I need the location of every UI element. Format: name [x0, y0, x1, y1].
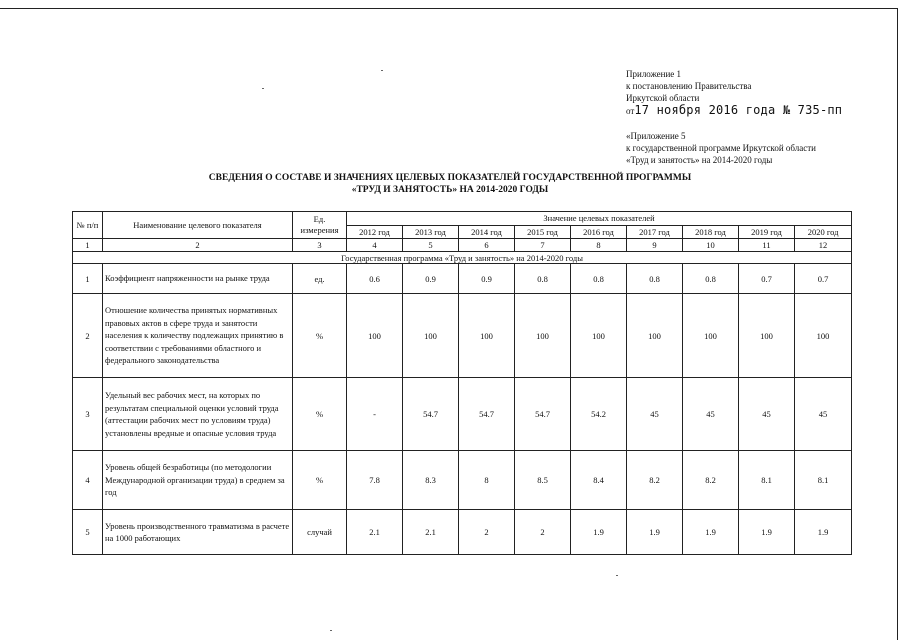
- indicator-unit: случай: [293, 510, 347, 555]
- indicator-value: 0.7: [795, 264, 852, 294]
- indicator-value: 100: [739, 294, 795, 378]
- column-number: 4: [347, 239, 403, 252]
- indicator-value: 1.9: [739, 510, 795, 555]
- indicator-value: 45: [627, 378, 683, 451]
- document-title: [150, 172, 750, 196]
- header-values: Значение целевых показателей: [347, 212, 852, 226]
- indicator-name: Уровень производственного травматизма в расчете на 1000 работающих: [103, 510, 293, 555]
- indicator-value: -: [347, 378, 403, 451]
- appendix-date: [626, 104, 842, 117]
- column-number: 7: [515, 239, 571, 252]
- appendix-5-block: [626, 130, 816, 166]
- indicator-value: 0.8: [515, 264, 571, 294]
- indicator-value: 8.2: [683, 451, 739, 510]
- indicator-value: 100: [627, 294, 683, 378]
- table-row: [73, 510, 852, 555]
- appendix-5-line-1: «Приложение 5: [626, 131, 686, 141]
- indicator-value: 100: [571, 294, 627, 378]
- header-year: 2019 год: [739, 226, 795, 239]
- indicators-table: [72, 211, 852, 555]
- header-row-1: [73, 212, 852, 226]
- indicator-value: 54.7: [403, 378, 459, 451]
- indicator-value: 1.9: [571, 510, 627, 555]
- column-number: 5: [403, 239, 459, 252]
- indicator-value: 100: [795, 294, 852, 378]
- header-year: 2017 год: [627, 226, 683, 239]
- header-year: 2020 год: [795, 226, 852, 239]
- indicator-name: Удельный вес рабочих мест, на которых по результатам специальной оценки условий труда (аттестации рабочих мест по условиям труда) установлены вредные и опасные условия труда: [103, 378, 293, 451]
- indicator-value: 2.1: [403, 510, 459, 555]
- table-row: [73, 378, 852, 451]
- indicator-value: 8.3: [403, 451, 459, 510]
- page-border-top: [0, 8, 898, 9]
- appendix-block: [626, 68, 842, 117]
- indicator-value: 0.7: [739, 264, 795, 294]
- indicator-value: 0.9: [403, 264, 459, 294]
- indicator-value: 1.9: [795, 510, 852, 555]
- indicator-value: 0.8: [571, 264, 627, 294]
- indicator-unit: %: [293, 451, 347, 510]
- indicator-value: 0.8: [683, 264, 739, 294]
- appendix-date-prefix: от: [626, 106, 635, 116]
- appendix-line-3: Иркутской области: [626, 93, 700, 103]
- header-unit: Ед. измерения: [293, 212, 347, 239]
- indicator-value: 2.1: [347, 510, 403, 555]
- appendix-date-handwritten: 17 ноября 2016 года № 735-пп: [634, 103, 843, 117]
- indicator-value: 100: [515, 294, 571, 378]
- indicator-value: 0.6: [347, 264, 403, 294]
- scan-speck: [616, 575, 618, 576]
- indicator-value: 8.2: [627, 451, 683, 510]
- column-number: 10: [683, 239, 739, 252]
- header-year: 2018 год: [683, 226, 739, 239]
- header-year: 2013 год: [403, 226, 459, 239]
- indicator-value: 45: [683, 378, 739, 451]
- scan-speck: [330, 630, 332, 631]
- page-border-right: [897, 8, 898, 640]
- indicator-value: 45: [795, 378, 852, 451]
- indicator-unit: %: [293, 378, 347, 451]
- scan-speck: [262, 88, 264, 89]
- title-line-1: СВЕДЕНИЯ О СОСТАВЕ И ЗНАЧЕНИЯХ ЦЕЛЕВЫХ ПОКАЗАТЕЛЕЙ ГОСУДАРСТВЕННОЙ ПРОГРАММЫ: [208, 173, 692, 183]
- header-year: 2016 год: [571, 226, 627, 239]
- header-year: 2015 год: [515, 226, 571, 239]
- indicator-value: 54.7: [459, 378, 515, 451]
- indicator-name: Уровень общей безработицы (по методологии Международной организации труда) в среднем за год: [103, 451, 293, 510]
- appendix-5-line-2: к государственной программе Иркутской области: [626, 143, 817, 153]
- column-number: 6: [459, 239, 515, 252]
- indicator-name: Коэффициент напряженности на рынке труда: [103, 264, 293, 294]
- column-number: 2: [103, 239, 293, 252]
- column-number: 11: [739, 239, 795, 252]
- row-number: 2: [73, 294, 103, 378]
- indicator-value: 0.9: [459, 264, 515, 294]
- table-row: [73, 451, 852, 510]
- section-title: Государственная программа «Труд и занятость» на 2014-2020 годы: [73, 252, 852, 264]
- appendix-line-1: Приложение 1: [626, 69, 682, 79]
- indicator-value: 1.9: [627, 510, 683, 555]
- indicator-value: 100: [683, 294, 739, 378]
- header-year: 2012 год: [347, 226, 403, 239]
- indicator-value: 100: [347, 294, 403, 378]
- indicator-unit: ед.: [293, 264, 347, 294]
- column-number: 9: [627, 239, 683, 252]
- indicator-value: 8.1: [739, 451, 795, 510]
- indicator-unit: %: [293, 294, 347, 378]
- row-number: 4: [73, 451, 103, 510]
- scan-speck: [381, 70, 383, 71]
- indicator-value: 2: [515, 510, 571, 555]
- table-row: [73, 294, 852, 378]
- appendix-5-line-3: «Труд и занятость» на 2014-2020 годы: [626, 155, 773, 165]
- indicator-value: 8.5: [515, 451, 571, 510]
- indicator-name: Отношение количества принятых нормативных правовых актов в сфере труда и занятости населения к количеству подлежащих принятию в соответствии с требованиями областного и федерального законодательства: [103, 294, 293, 378]
- indicator-value: 100: [403, 294, 459, 378]
- indicator-value: 1.9: [683, 510, 739, 555]
- row-number: 1: [73, 264, 103, 294]
- header-year: 2014 год: [459, 226, 515, 239]
- indicator-value: 0.8: [627, 264, 683, 294]
- column-number: 1: [73, 239, 103, 252]
- indicator-value: 54.7: [515, 378, 571, 451]
- column-number: 3: [293, 239, 347, 252]
- section-row: [73, 252, 852, 264]
- table-row: [73, 264, 852, 294]
- indicator-value: 8.4: [571, 451, 627, 510]
- header-name: Наименование целевого показателя: [103, 212, 293, 239]
- row-number: 5: [73, 510, 103, 555]
- appendix-line-2: к постановлению Правительства: [626, 81, 752, 91]
- row-number: 3: [73, 378, 103, 451]
- indicator-value: 7.8: [347, 451, 403, 510]
- column-numbers-row: [73, 239, 852, 252]
- indicator-value: 100: [459, 294, 515, 378]
- header-num: № п/п: [73, 212, 103, 239]
- indicator-value: 54.2: [571, 378, 627, 451]
- indicator-value: 45: [739, 378, 795, 451]
- indicator-value: 8: [459, 451, 515, 510]
- column-number: 8: [571, 239, 627, 252]
- indicator-value: 2: [459, 510, 515, 555]
- title-line-2: «ТРУД И ЗАНЯТОСТЬ» НА 2014-2020 ГОДЫ: [351, 185, 549, 195]
- indicator-value: 8.1: [795, 451, 852, 510]
- column-number: 12: [795, 239, 852, 252]
